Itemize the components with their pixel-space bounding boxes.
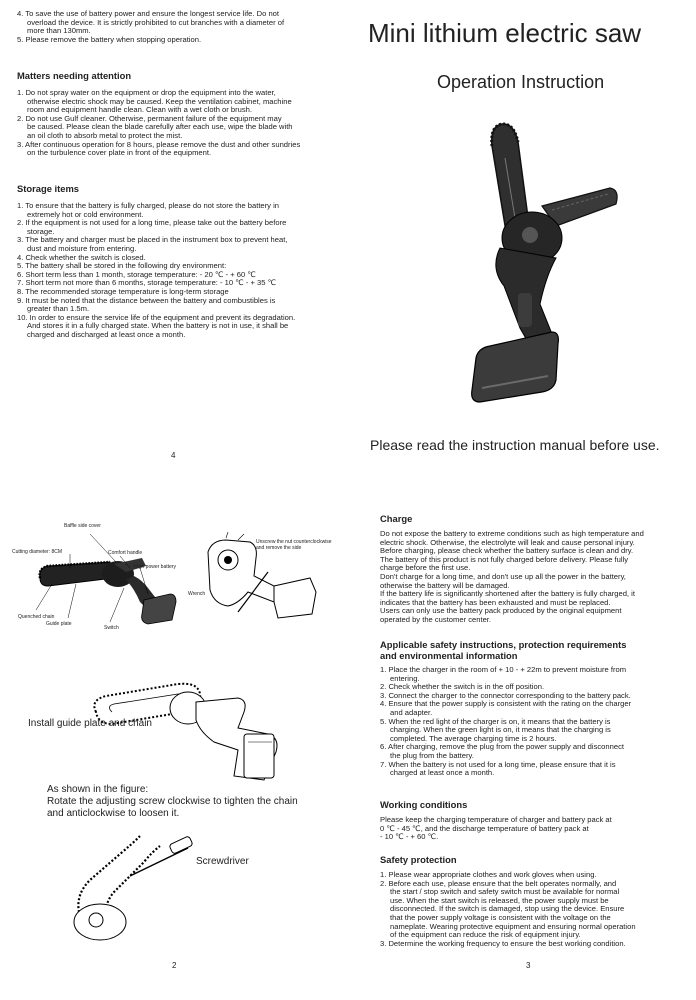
list-item: 2. Check whether the switch is in the off position. [380, 682, 545, 692]
label-unscrew: Unscrew the nut counterclockwise and remove the side [256, 539, 332, 551]
charge-text: Do not expose the battery to extreme conditions such as high temperature and electric shock. Otherwise, the electrolyte will leak and cause personal injury. Before charging, please check whether the battery surface is clean and dry. The battery of this product is not fully charged before delivery. Please fully charge before the first use. Don't charge for a long time, and don't use up all the power in the battery, otherwise the battery will be damaged. If the battery life is significantly shortened after the battery is fully charged, it indicates that the battery has been exhausted and must be replaced. Users can only use the battery pack produced by the original equipment operated by the customer center. [380, 529, 644, 624]
label-switch: Switch [104, 625, 119, 631]
storage-list [17, 202, 347, 340]
protection-heading: Safety protection [380, 854, 457, 865]
charge-heading: Charge [380, 513, 413, 524]
screwdriver-diagram [60, 826, 200, 941]
list-item: 3. Determine the working frequency to ensure the best working condition. [380, 938, 626, 948]
label-comfort: Comfort handle [108, 550, 143, 556]
list-item: 5. Please remove the battery when stopping operation. [17, 34, 202, 44]
page-number-2: 2 [172, 961, 177, 970]
list-item: 8. The recommended storage temperature is long-term storage [17, 286, 229, 296]
list-item: 5. When the red light of the charger is on, it means that the battery is charging. When the green light is on, it means that the charging is completed. The average charging time is 2 hours. [380, 716, 611, 743]
list-item: 2. Do not use Gulf cleaner. Otherwise, permanent failure of the equipment may be caused. Please clean the blade carefully after each use, wipe the blade with an oil cloth to absorb metal to protect the mist. [17, 113, 293, 140]
label-baffle: Baffle side cover [64, 523, 101, 529]
list-item: 2. Before each use, please ensure that the belt operates normally, and the start / stop switch and safety switch must be available for normal use. When the start switch is released, the power supply must be disconnected. If the switch is damaged, stop using the device. Ensure that the power supply voltage is consistent with the voltage on the nameplate. Wearing protective equipment and ensuring normal operation of the equipment can reduce the risk of equipment injury. [380, 878, 636, 940]
cover-title: Mini lithium electric saw [368, 18, 642, 48]
label-guide: Guide plate [46, 621, 72, 627]
label-battery: High power battery [134, 564, 176, 570]
label-cutting: Cutting diameter: 8CM [12, 549, 63, 555]
label-wrench: Wrench [188, 591, 206, 597]
label-quenched: Quenched chain [18, 614, 55, 620]
list-item: 4. To save the use of battery power and ensure the longest service life. Do not overload the device. It is strictly prohibited to cut branches with a diameter of more than 130mm. [17, 9, 285, 36]
list-item: 10. In order to ensure the service life of the equipment and prevent its degradation. And stores it in a fully charged state. When the battery is not in use, it shall be charged and discharged at least once a month. [17, 312, 296, 339]
list-item: 1. Place the charger in the room of + 10 - + 22m to prevent moisture from entering. [380, 665, 627, 683]
page-number-3: 3 [526, 961, 531, 970]
list-item: 3. After continuous operation for 8 hours, please remove the dust and other sundries on the turbulence cover plate in front of the equipment. [17, 139, 301, 158]
chainsaw-product-image [460, 118, 620, 418]
list-item: 5. The battery shall be stored in the following dry environment: [17, 261, 227, 271]
list-item: 1. To ensure that the battery is fully charged, please do not store the battery in extremely hot or cold environment. [17, 201, 280, 219]
cover-notice: Please read the instruction manual before use. [370, 437, 660, 453]
battery-shape [472, 332, 559, 402]
list-item: 7. When the battery is not used for a long time, please ensure that it is charged at least once a month. [380, 759, 616, 778]
list-item: 6. After charging, remove the plug from the power supply and disconnect the plug from the battery. [380, 742, 624, 760]
list-item: 1. Please wear appropriate clothes and work gloves when using. [380, 870, 597, 879]
install-caption: Install guide plate and chain [28, 718, 152, 729]
working-text: Please keep the charging temperature of charger and battery pack at 0 ℃ - 45 ℃, and the discharge temperature of battery pack at - 10 ℃ - + 60 ℃. [380, 815, 612, 842]
page4-intro [17, 10, 347, 44]
screwdriver-label: Screwdriver [196, 856, 249, 867]
safety-list [380, 666, 680, 778]
working-heading: Working conditions [380, 799, 468, 810]
adjust-caption: As shown in the figure: Rotate the adjusting screw clockwise to tighten the chain and anticlockwise to loosen it. [47, 784, 298, 819]
matters-heading: Matters needing attention [17, 70, 132, 81]
list-item: 9. It must be noted that the distance between the battery and combustibles is greater than 1.5m. [17, 295, 276, 314]
list-item: 6. Short term less than 1 month, storage temperature: - 20 ℃ - + 60 ℃ [17, 269, 256, 279]
matters-list [17, 89, 347, 158]
list-item: 4. Check whether the switch is closed. [17, 252, 146, 262]
list-item: 2. If the equipment is not used for a long time, please take out the battery before storage. [17, 218, 287, 236]
list-item: 1. Do not spray water on the equipment or drop the equipment into the water, otherwise electric shock may be caused. Keep the ventilation cabinet, machine room and equipment handle clean. Clean with a wet cloth or brush. [17, 88, 292, 115]
protection-list [380, 871, 680, 948]
list-item: 3. The battery and charger must be placed in the instrument box to prevent heat, dust and moisture from entering. [17, 235, 288, 253]
list-item: 7. Short term not more than 6 months, storage temperature: - 10 ℃ - + 35 ℃ [17, 278, 277, 288]
cover-subtitle: Operation Instruction [437, 72, 605, 92]
list-item: 4. Ensure that the power supply is consistent with the rating on the charger and adapter. [380, 699, 632, 717]
page-number-4: 4 [171, 451, 176, 460]
storage-heading: Storage items [17, 183, 79, 194]
safety-heading: Applicable safety instructions, protection requirements and environmental information [380, 639, 627, 661]
list-item: 3. Connect the charger to the connector corresponding to the battery pack. [380, 690, 631, 700]
